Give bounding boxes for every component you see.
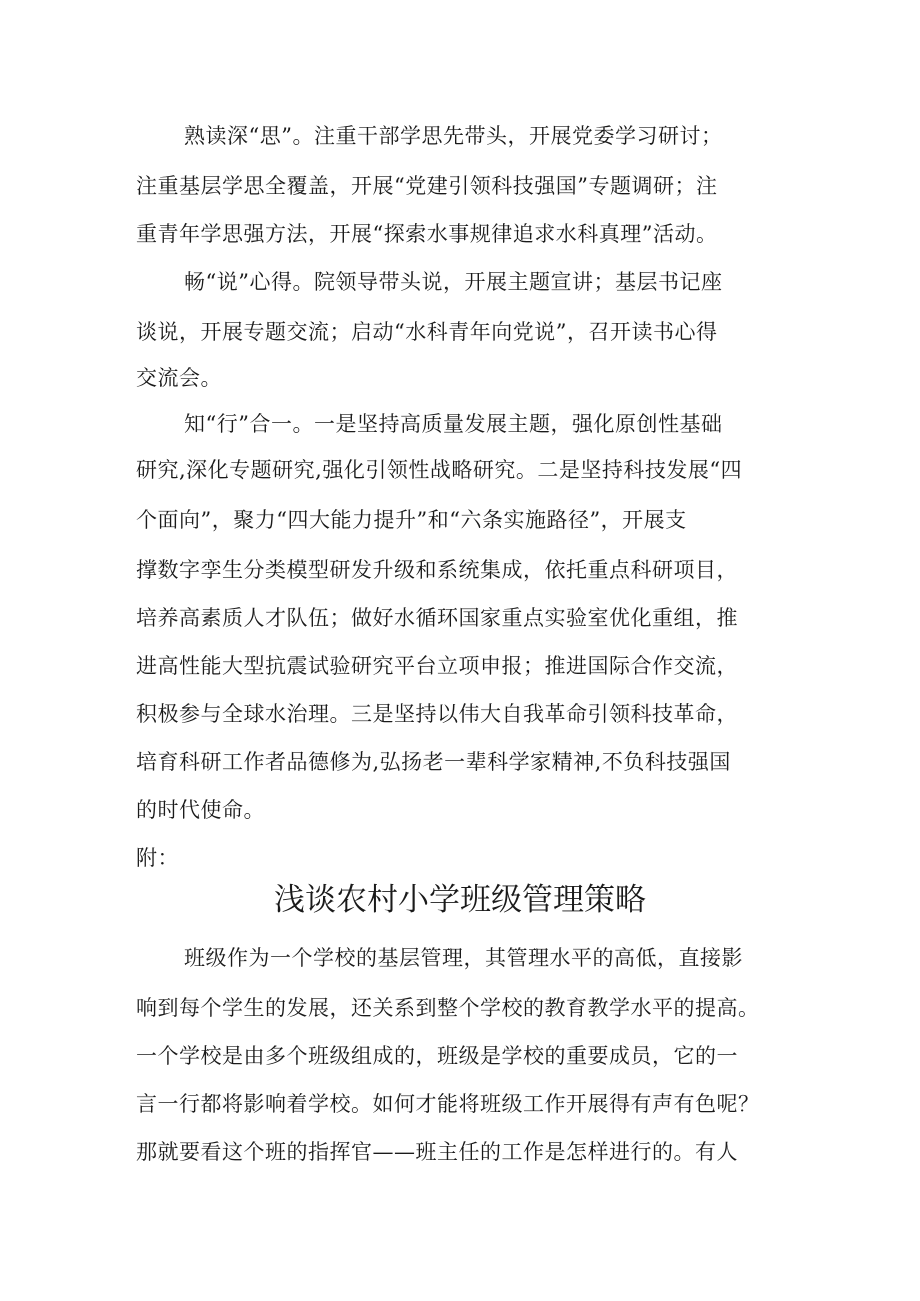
paragraph-line: 交流会。 — [136, 366, 222, 390]
paragraph-line: 培养高素质人才队伍；做好水循环国家重点实验室优化重组，推 — [136, 606, 738, 630]
article-title: 浅谈农村小学班级管理策略 — [274, 882, 646, 918]
paragraph-line: 的时代使命。 — [136, 798, 265, 822]
paragraph-line: 研究,深化专题研究,强化引领性战略研究。二是坚持科技发展“四 — [136, 458, 743, 482]
paragraph-line: 注重基层学思全覆盖，开展“党建引领科技强国”专题调研；注 — [136, 174, 718, 198]
paragraph-line: 培育科研工作者品德修为,弘扬老一辈科学家精神,不负科技强国 — [136, 750, 731, 774]
paragraph-line: 班级作为一个学校的基层管理，其管理水平的高低，直接影 — [184, 946, 743, 970]
paragraph-line: 知“行”合一。一是坚持高质量发展主题，强化原创性基础 — [184, 412, 723, 436]
paragraph-line: 进高性能大型抗震试验研究平台立项申报；推进国际合作交流， — [136, 654, 738, 678]
paragraph-line: 撑数字孪生分类模型研发升级和系统集成，依托重点科研项目， — [136, 558, 738, 582]
paragraph-line: 积极参与全球水治理。三是坚持以伟大自我革命引领科技革命， — [136, 702, 738, 726]
paragraph-line: 个面向”，聚力“四大能力提升”和“六条实施路径”，开展支 — [136, 508, 687, 532]
paragraph-line: 畅“说”心得。院领导带头说，开展主题宣讲；基层书记座 — [184, 270, 723, 294]
paragraph-line: 一个学校是由多个班级组成的，班级是学校的重要成员，它的一 — [136, 1044, 738, 1068]
paragraph-line: 那就要看这个班的指挥官——班主任的工作是怎样进行的。有人 — [136, 1140, 738, 1164]
paragraph-line: 言一行都将影响着学校。如何才能将班级工作开展得有声有色呢？ — [136, 1092, 760, 1116]
paragraph-line: 谈说，开展专题交流；启动“水科青年向党说”，召开读书心得 — [136, 320, 718, 344]
appendix-label: 附： — [136, 846, 179, 870]
paragraph-line: 熟读深“思”。注重干部学思先带头，开展党委学习研讨； — [184, 124, 723, 148]
paragraph-line: 响到每个学生的发展，还关系到整个学校的教育教学水平的提高。 — [136, 996, 760, 1020]
paragraph-line: 重青年学思强方法，开展“探索水事规律追求水科真理”活动。 — [136, 222, 718, 246]
